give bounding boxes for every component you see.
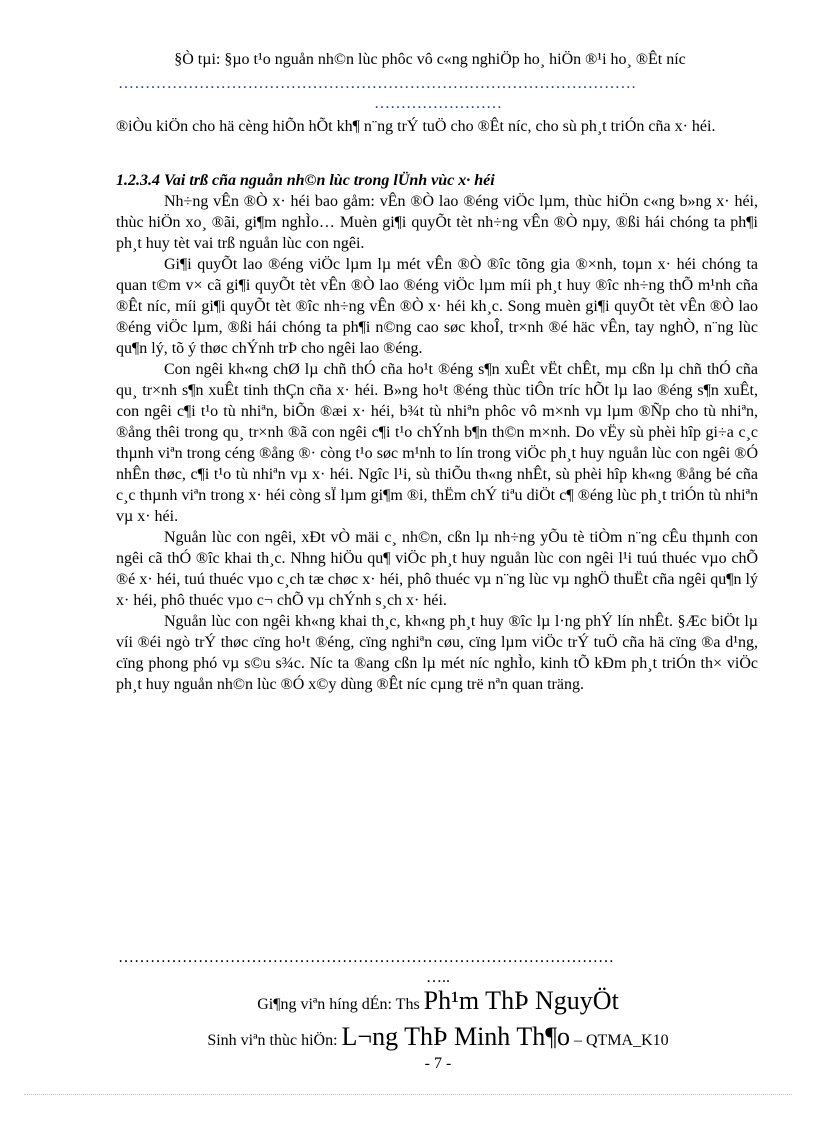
paragraph-waste: Nguån lùc con ngêi kh«ng khai th¸c, kh«ng ph¸t huy ®îc lµ l·ng phÝ lín nhÊt. §Æc biÖt lµ víi ®éi ngò trÝ thøc cïng ho¹t ®éng, cïng nghiªn cøu, cïng lµm viÖc trÝ tuÖ cña hä cïng ®a d¹ng, cïng phong phó vµ s©u s¾c. Níc ta ®ang cßn lµ mét níc nghÌo, kinh tÕ kÐm ph¸t triÓn th× viÖc ph¸t huy nguån nh©n lùc ®Ó x©y dùng ®Êt níc cµng trë nªn quan träng. [116,613,758,693]
page-number: - 7 - [424,1055,452,1072]
paragraph-social-issues: Nh÷ng vÊn ®Ò x· héi bao gåm: vÊn ®Ò lao ®éng viÖc lµm, thùc hiÖn c«ng b»ng x· héi, thùc hiÖn xo¸ ®ãi, gi¶m nghÌo… Muèn gi¶i quyÕt tèt nh÷ng vÊn ®Ò nµy, ®ßi hái chóng ta ph¶i ph¸t huy tèt vai trß nguån lùc con ngêi. [116,193,758,252]
document-body [116,116,758,695]
paragraph-human-resource-potential: Nguån lùc con ngêi, xÐt vÒ mäi c¸ nh©n, cßn lµ nh÷ng yÕu tè tiÒm n¨ng cÊu thµnh con ngêi cã thÓ ®îc khai th¸c. Nhng hiÖu qu¶ viÖc ph¸t huy nguån lùc con ngêi l¹i tuú thuéc vµo chÕ ®é x· héi, tuú thuéc vµo c¸ch tæ chøc x· héi, phô thuéc vµ n¨ng lùc vµ nghÖ thuËt cña ngêi qu¶n lý x· héi, phô thuéc vµo c¬ chÕ vµ chÝnh s¸ch x· héi. [116,529,758,609]
paragraph-continued: ®iÒu kiÖn cho hä cèng hiÕn hÕt kh¶ n¨ng trÝ tuÖ cho ®Êt níc, cho sù ph¸t triÓn cña x· héi. [116,118,716,135]
header-dotted-line-continuation: …………………… [374,95,502,112]
footer-dotted-line-continuation: ….. [426,969,450,986]
footer-dotted-line: ………………………………………………………………………………… [118,949,614,966]
paragraph-human-subject: Con ngêi kh«ng chØ lµ chñ thÓ cña ho¹t ®éng s¶n xuÊt vËt chÊt, mµ cßn lµ chñ thÓ cña qu¸ tr×nh s¶n xuÊt tinh thÇn cña x· héi. B»ng ho¹t ®éng thùc tiÔn tríc hÕt lµ lao ®éng s¶n xuÊt, con ngêi c¶i t¹o tù nhiªn, biÕn ®æi x· héi, b¾t tù nhiªn phôc vô m×nh vµ lµm ®Ñp cho tù nhiªn, ®ång thêi trong qu¸ tr×nh ®ã con ngêi c¶i t¹o chÝnh b¶n th©n m×nh. Do vËy sù phèi hîp gi÷a c¸c thµnh viªn trong céng ®ång ®· còng t¹o søc m¹nh to lín trong viÖc ph¸t huy nguån lùc con ngêi ®Ó nhÊn thøc, c¶i t¹o tù nhiªn vµ x· héi. Ngîc l¹i, sù thiÕu th«ng nhÊt, sù phèi hîp kh«ng ®ång bé cña c¸c thµnh viªn trong x· héi còng sÏ lµm gi¶m ®i, thËm chÝ tiªu diÖt c¶ ®éng lùc ph¸t triÓn tù nhiªn vµ x· héi. [116,361,758,525]
teacher-name: Ph¹m ThÞ NguyÖt [423,986,619,1015]
student-name: L¬ng ThÞ Minh Th¶o [341,1022,570,1051]
teacher-label: Gi¶ng viªn híng dÉn: Ths [257,996,424,1013]
footer-student [118,1022,758,1052]
page-header-title: §Ò tµi: §µo t¹o nguån nh©n lùc phôc vô c«ng nghiÖp ho¸ hiÖn ®¹i ho¸ ®Êt níc [174,51,686,68]
page-bottom-divider [24,1094,792,1095]
section-heading: 1.2.3.4 Vai trß cña nguån nh©n lùc trong lÜnh vùc x· héi [116,172,495,189]
paragraph-employment: Gi¶i quyÕt lao ®éng viÖc lµm lµ mét vÊn ®Ò ®îc tõng gia ®×nh, toµn x· héi chóng ta quan t©m v× cã gi¶i quyÕt tèt vÊn ®Ò lao ®éng viÖc lµm míi ph¸t huy ®îc nh÷ng thÕ m¹nh cña ®Êt níc, míi gi¶i quyÕt tèt ®îc nh÷ng vÊn ®Ò x· héi kh¸c. Song muèn gi¶i quyÕt tèt vÊn ®Ò lao ®éng viÖc lµm, ®ßi hái chóng ta ph¶i n©ng cao søc khoÎ, tr×nh ®é häc vÊn, tay nghÒ, n¨ng lùc qu¶n lý, tõ ý thøc chÝnh trÞ cho ngêi lao ®éng. [116,256,758,357]
student-label: Sinh viªn thùc hiÖn: [207,1032,342,1049]
header-dotted-line: …………………………………………………………………………………… [118,75,637,92]
footer-teacher [118,986,758,1016]
student-code: – QTMA_K10 [569,1032,669,1049]
